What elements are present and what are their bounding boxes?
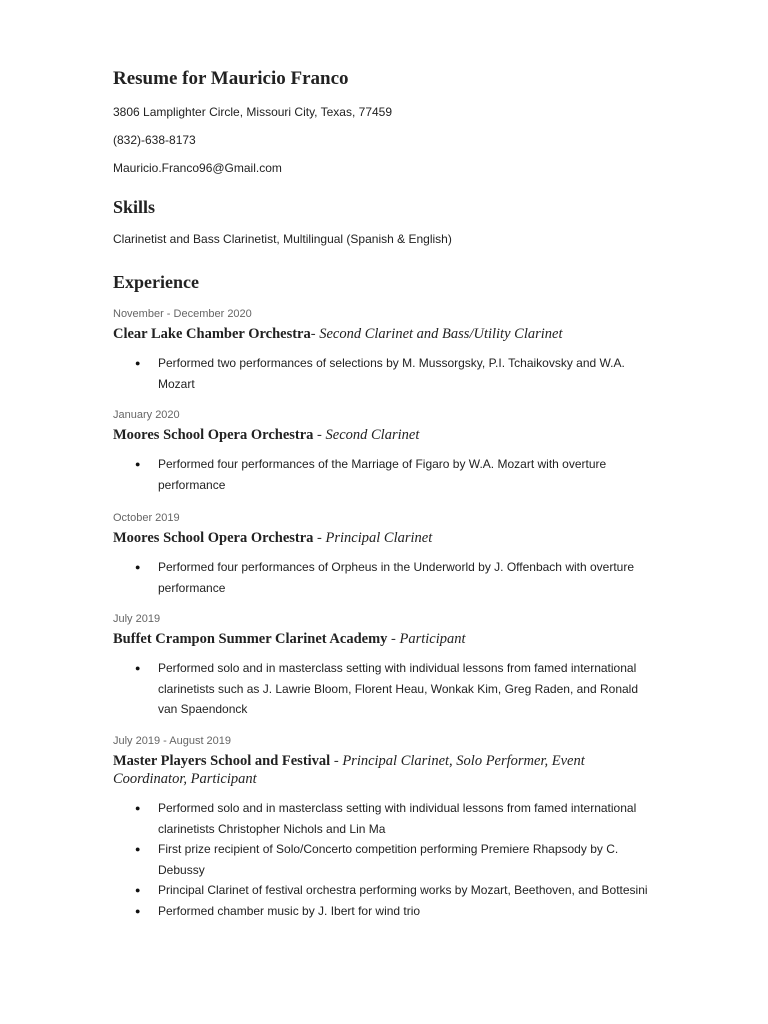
experience-entry: [113, 734, 673, 921]
entry-date: January 2020: [113, 409, 180, 421]
entry-separator: -: [310, 326, 320, 342]
entry-bullets: [113, 798, 673, 921]
experience-entry: [113, 612, 673, 720]
address: 3806 Lamplighter Circle, Missouri City, Texas, 77459: [113, 105, 393, 119]
bullet-item: ● Principal Clarinet of festival orchestra performing works by Mozart, Beethoven, and Bottesini: [158, 880, 648, 901]
entry-title: [113, 426, 673, 444]
bullet-item: ● Performed two performances of selections by M. Mussorgsky, P.I. Tchaikovsky and W.A. Mozart: [158, 353, 648, 394]
bullet-item: ● Performed four performances of Orpheus in the Underworld by J. Offenbach with overture performance: [158, 557, 648, 598]
email[interactable]: Mauricio.Franco96@Gmail.com: [113, 161, 282, 175]
bullet-item: ● Performed solo and in masterclass setting with individual lessons from famed international clarinetists Christopher Nichols and Lin Ma: [158, 798, 648, 839]
entry-separator: -: [313, 427, 326, 443]
skills-text: Clarinetist and Bass Clarinetist, Multilingual (Spanish & English): [113, 232, 452, 246]
entry-org: Moores School Opera Orchestra: [113, 427, 314, 443]
entry-org: Buffet Crampon Summer Clarinet Academy: [113, 631, 388, 647]
bullet-item: ● First prize recipient of Solo/Concerto competition performing Premiere Rhapsody by C. Debussy: [158, 839, 648, 880]
entry-role: Principal Clarinet: [325, 530, 433, 546]
experience-entry: [113, 408, 673, 495]
entry-date: July 2019: [113, 613, 161, 625]
entry-date: November - December 2020: [113, 308, 252, 320]
entry-bullets: [113, 658, 673, 720]
entry-role: Principal Clarinet, Solo Performer, Event Coordinator, Participant: [113, 753, 585, 787]
entry-title: [113, 529, 673, 547]
entry-org: Moores School Opera Orchestra: [113, 530, 314, 546]
entry-title: [113, 752, 613, 788]
entry-role: Second Clarinet: [325, 427, 420, 443]
entry-title: [113, 630, 673, 648]
bullet-item: ● Performed four performances of the Marriage of Figaro by W.A. Mozart with overture performance: [158, 454, 648, 495]
phone: (832)-638-8173: [113, 133, 196, 147]
entry-date: July 2019 - August 2019: [113, 735, 232, 747]
resume-title: Resume for Mauricio Franco: [113, 68, 349, 89]
bullet-item: ● Performed chamber music by J. Ibert for wind trio: [158, 901, 648, 922]
experience-entry: [113, 511, 673, 598]
entry-bullets: [113, 557, 673, 598]
entry-separator: -: [330, 753, 343, 769]
entry-separator: -: [313, 530, 326, 546]
entry-date: October 2019: [113, 512, 180, 524]
entry-separator: -: [387, 631, 400, 647]
entry-bullets: [113, 353, 673, 394]
experience-entry: [113, 307, 673, 394]
skills-heading: Skills: [113, 197, 156, 217]
entry-title: [113, 325, 673, 343]
entry-role: Second Clarinet and Bass/Utility Clarinet: [319, 326, 563, 342]
entry-bullets: [113, 454, 673, 495]
experience-heading: Experience: [113, 272, 199, 292]
bullet-item: ● Performed solo and in masterclass setting with individual lessons from famed international clarinetists such as J. Lawrie Bloom, Florent Heau, Wonkak Kim, Greg Raden, and Ronald van Spaendonck: [158, 658, 648, 720]
entry-org: Master Players School and Festival: [113, 753, 331, 769]
entry-org: Clear Lake Chamber Orchestra: [113, 326, 311, 342]
entry-role: Participant: [399, 631, 466, 647]
